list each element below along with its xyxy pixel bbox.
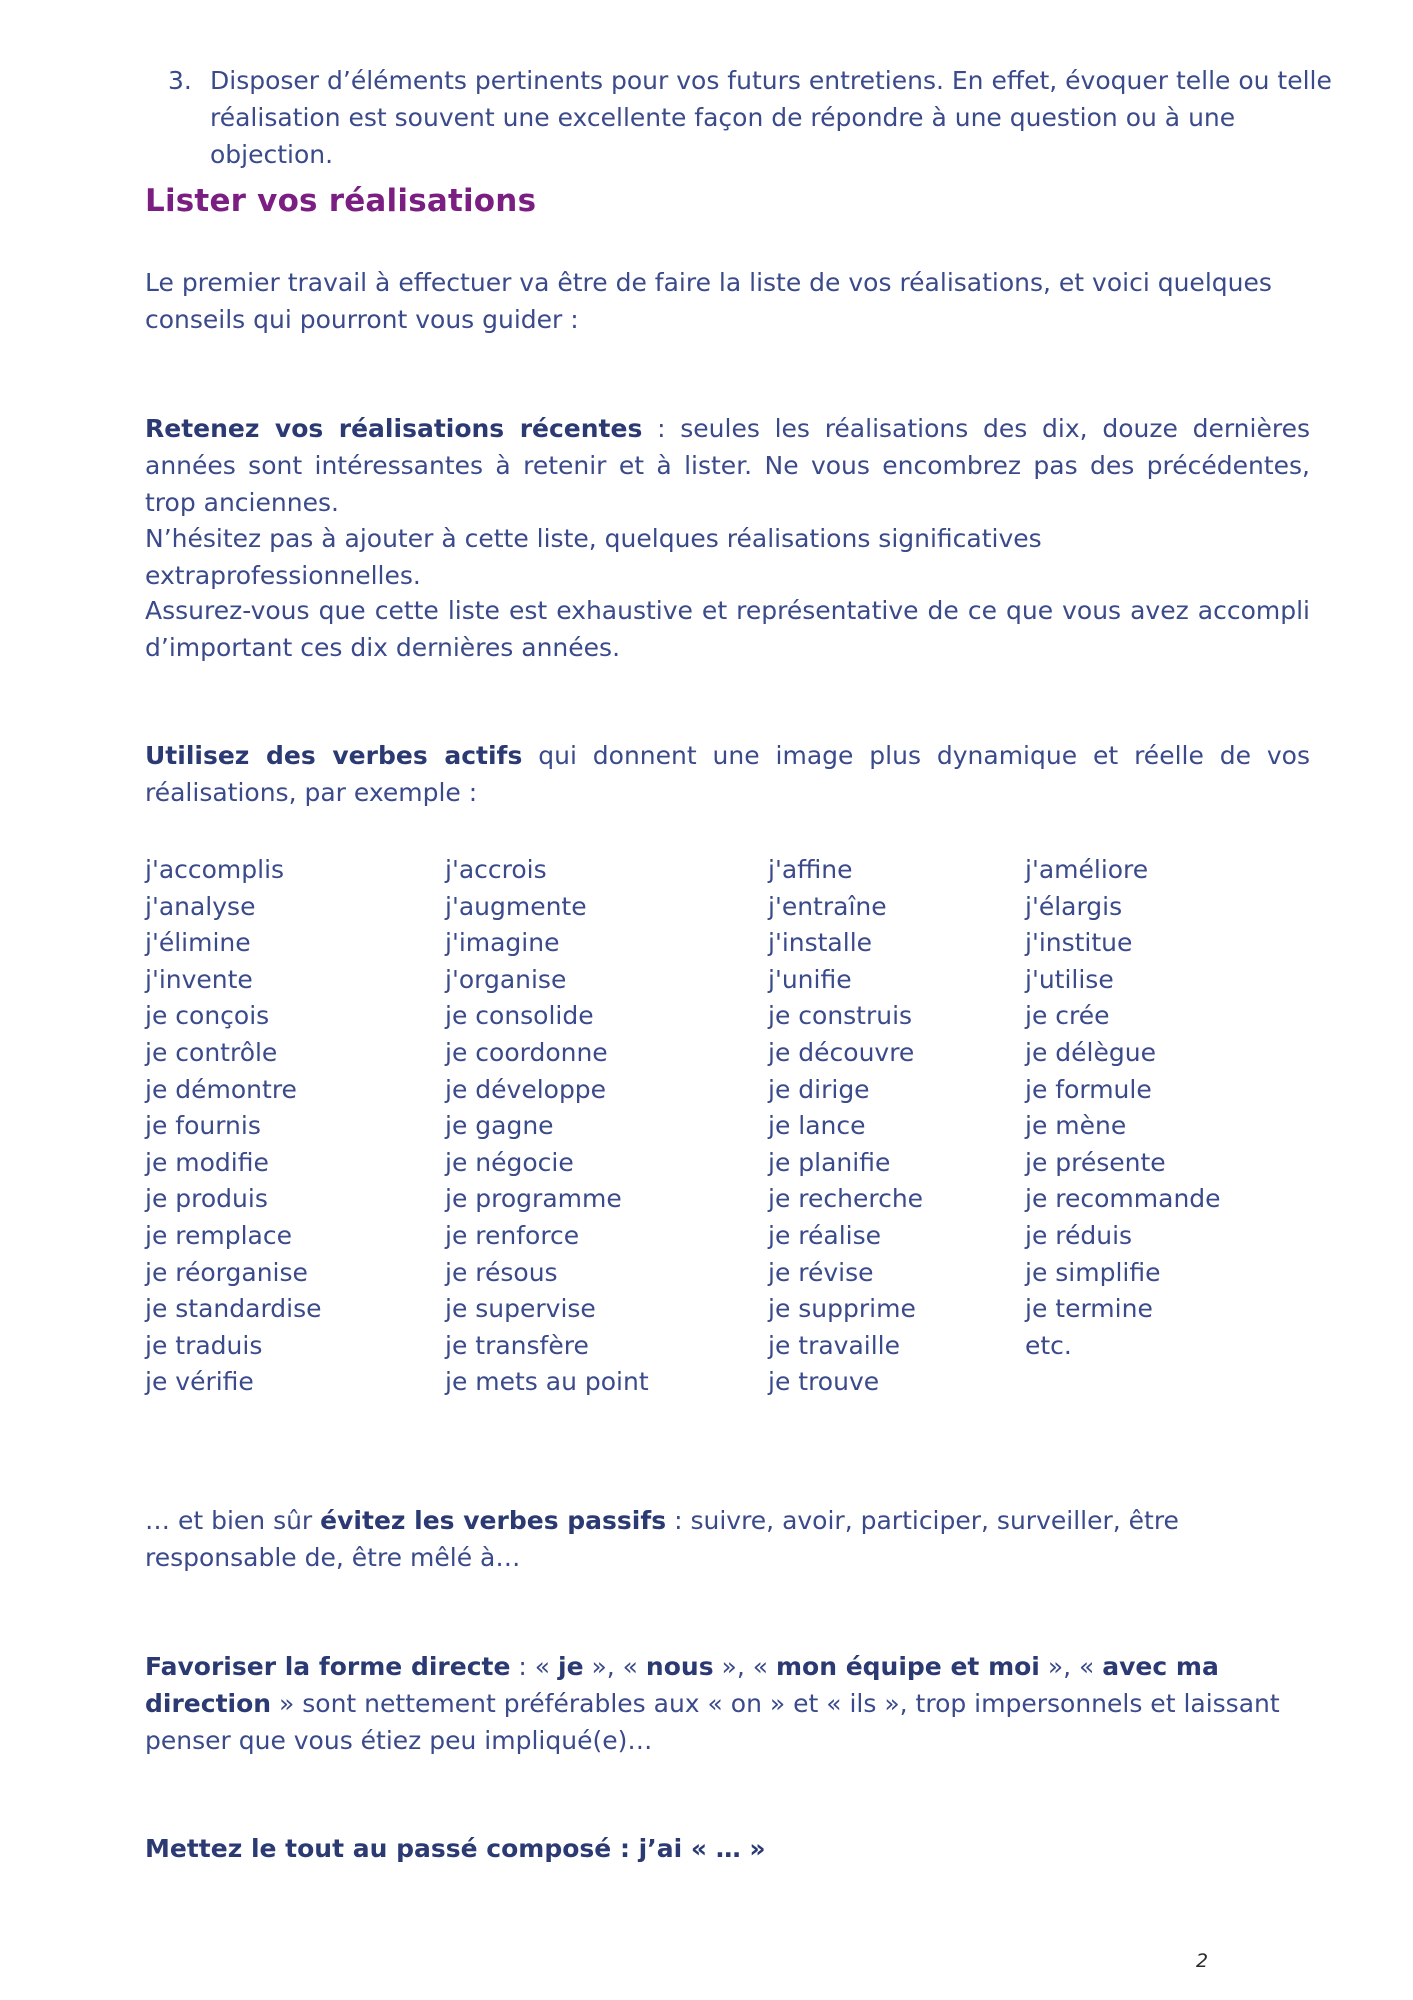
verb-item: je lance: [768, 1111, 866, 1141]
verb-item: je découvre: [768, 1037, 915, 1067]
verb-item: je traduis: [145, 1330, 263, 1360]
verb-column-3: [768, 852, 923, 1401]
tense-paragraph: Mettez le tout au passé composé : j’ai « … »: [145, 1834, 766, 1863]
verb-item: je simplifie: [1025, 1257, 1161, 1287]
verb-item: je consolide: [445, 1001, 594, 1031]
verb-item: je programme: [445, 1184, 622, 1214]
passive-text: : suivre, avoir, participer, surveiller, être responsable de, être mêlé à…: [145, 1506, 1179, 1572]
direct-form-paragraph: [145, 1648, 1310, 1759]
verb-item: je modifie: [145, 1147, 269, 1177]
verb-item: j'élargis: [1025, 891, 1123, 921]
verb-item: je vérifie: [145, 1367, 254, 1397]
passive-pre: … et bien sûr: [145, 1506, 321, 1535]
verb-item: j'accomplis: [145, 855, 285, 884]
verb-item: je standardise: [145, 1294, 322, 1324]
verb-item: je réduis: [1025, 1220, 1133, 1250]
verb-item: je contrôle: [145, 1037, 278, 1067]
recent-bold: Retenez vos réalisations récentes: [145, 414, 643, 443]
verb-item: je fournis: [145, 1111, 261, 1141]
verb-item: je crée: [1025, 1001, 1110, 1031]
verb-item: je coordonne: [445, 1037, 608, 1067]
section-heading: Lister vos réalisations: [145, 183, 537, 219]
verb-item: je planifie: [768, 1147, 891, 1177]
verb-item: je dirige: [768, 1074, 870, 1104]
verb-item: j'imagine: [445, 928, 560, 958]
direct-text-1: : «: [510, 1652, 558, 1681]
page-number: 2: [1196, 1950, 1209, 1972]
verb-item: je délègue: [1025, 1037, 1156, 1067]
direct-bold-equipe: mon équipe et moi: [775, 1652, 1040, 1681]
verb-item: je transfère: [445, 1330, 589, 1360]
direct-text-2: », «: [583, 1652, 646, 1681]
direct-text-3: », «: [713, 1652, 776, 1681]
verb-item: je mets au point: [445, 1367, 649, 1397]
recent-text: : seules les réalisations des dix, douze dernières années sont intéressantes à retenir et à lister. Ne vous encombrez pas des précédentes, trop anciennes.: [145, 414, 1310, 517]
verb-item: je produis: [145, 1184, 268, 1214]
verb-item: je réalise: [768, 1220, 882, 1250]
direct-bold-je: je: [558, 1652, 584, 1681]
verb-item: j'unifie: [768, 964, 852, 994]
verb-item: j'utilise: [1025, 964, 1114, 994]
recent-paragraph: [145, 410, 1310, 521]
verb-item: je gagne: [445, 1111, 554, 1141]
verb-item: j'invente: [145, 964, 253, 994]
verb-item: je présente: [1025, 1147, 1166, 1177]
verb-item: etc.: [1025, 1330, 1072, 1360]
verb-item: je démontre: [145, 1074, 297, 1104]
verb-item: je négocie: [445, 1147, 574, 1177]
verb-item: j'entraîne: [768, 891, 887, 921]
active-verbs-paragraph: [145, 737, 1310, 811]
passive-bold: évitez les verbes passifs: [320, 1506, 667, 1535]
verb-item: je révise: [768, 1257, 874, 1287]
direct-bold-direction: avec ma direction: [145, 1652, 1219, 1718]
verb-item: je renforce: [445, 1220, 580, 1250]
list-item-text: Disposer d’éléments pertinents pour vos futurs entretiens. En effet, évoquer telle ou telle réalisation est souvent une excellente façon de répondre à une question ou à une objection.: [210, 66, 1332, 169]
verb-column-4: [1025, 852, 1221, 1364]
verb-item: je développe: [445, 1074, 607, 1104]
verb-item: je remplace: [145, 1220, 292, 1250]
verb-item: je construis: [768, 1001, 913, 1031]
active-text: qui donnent une image plus dynamique et réelle de vos réalisations, par exemple :: [145, 741, 1311, 807]
list-number: 3.: [168, 66, 192, 95]
verb-item: j'installe: [768, 928, 873, 958]
direct-text-5: » sont nettement préférables aux « on » et « ils », trop impersonnels et laissant penser que vous étiez peu impliqué(e)…: [145, 1689, 1280, 1755]
verb-item: je réorganise: [145, 1257, 308, 1287]
verb-item: je supervise: [445, 1294, 596, 1324]
verb-item: j'organise: [445, 964, 567, 994]
verb-item: j'améliore: [1025, 855, 1149, 884]
verb-item: je recherche: [768, 1184, 924, 1214]
verb-item: je recommande: [1025, 1184, 1221, 1214]
verb-item: je travaille: [768, 1330, 901, 1360]
verb-column-2: [445, 852, 649, 1401]
direct-bold-nous: nous: [645, 1652, 714, 1681]
verb-item: je mène: [1025, 1111, 1127, 1141]
intro-paragraph: Le premier travail à effectuer va être de faire la liste de vos réalisations, et voici quelques conseils qui pourront vous guider :: [145, 268, 1272, 334]
direct-text-4: », «: [1039, 1652, 1103, 1681]
active-bold: Utilisez des verbes actifs: [145, 741, 523, 770]
verb-item: j'affine: [768, 855, 853, 884]
passive-verbs-paragraph: [145, 1502, 1310, 1576]
verb-item: je termine: [1025, 1294, 1153, 1324]
verb-item: je supprime: [768, 1294, 916, 1324]
verb-item: je trouve: [768, 1367, 880, 1397]
verb-item: je formule: [1025, 1074, 1152, 1104]
verb-item: j'institue: [1025, 928, 1133, 958]
extra-paragraph: N’hésitez pas à ajouter à cette liste, quelques réalisations significatives extraprofessionnelles.: [145, 524, 1042, 590]
numbered-list-item: [168, 62, 1358, 173]
verb-item: j'élimine: [145, 928, 251, 958]
verb-column-1: [145, 852, 322, 1401]
verb-item: j'accrois: [445, 855, 547, 884]
verb-item: j'augmente: [445, 891, 587, 921]
exhaustive-paragraph: Assurez-vous que cette liste est exhaustive et représentative de ce que vous avez accompli d’important ces dix dernières années.: [145, 596, 1310, 662]
verb-item: je conçois: [145, 1001, 270, 1031]
direct-bold: Favoriser la forme directe: [145, 1652, 511, 1681]
verb-item: j'analyse: [145, 891, 256, 921]
verb-item: je résous: [445, 1257, 558, 1287]
